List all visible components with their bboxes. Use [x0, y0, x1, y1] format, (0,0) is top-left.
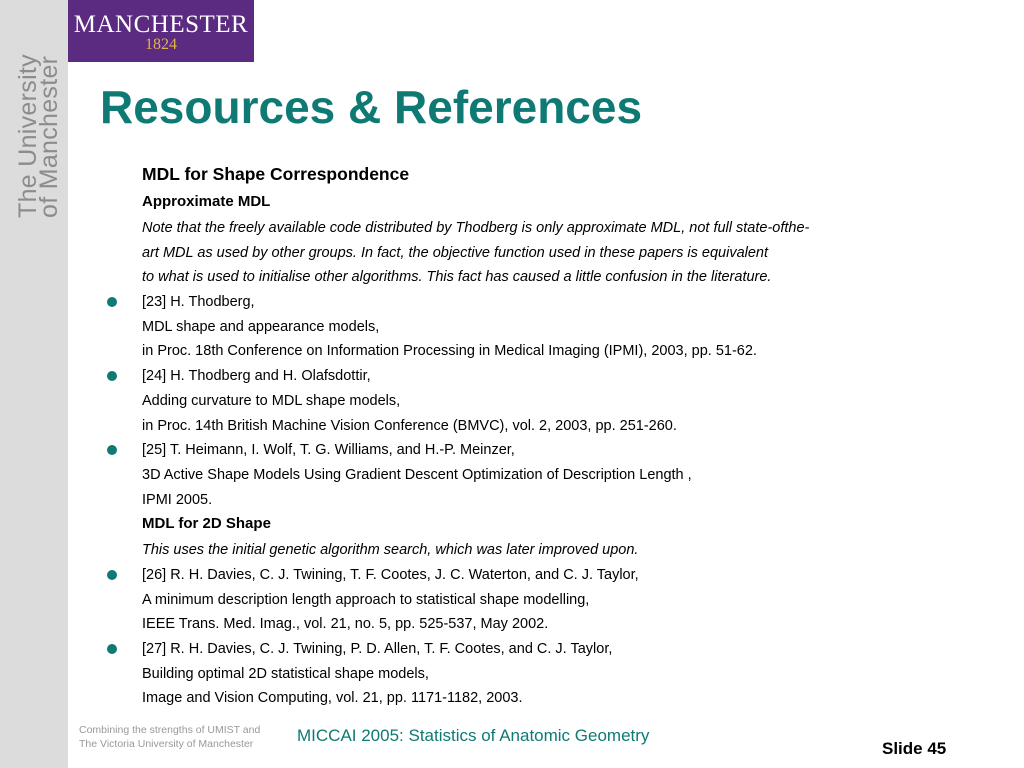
- footer-affiliation-line-1: Combining the strengths of UMIST and: [79, 724, 261, 736]
- manchester-logo: [68, 0, 254, 62]
- line-text: This uses the initial genetic algorithm search, which was later improved upon.: [142, 542, 639, 559]
- reference-line: [106, 637, 986, 662]
- reference-line: [106, 588, 986, 613]
- line-text: [26] R. H. Davies, C. J. Twining, T. F. Cootes, J. C. Waterton, and C. J. Taylor,: [142, 566, 639, 583]
- reference-line: [106, 488, 986, 513]
- line-text: MDL for Shape Correspondence: [142, 164, 410, 184]
- subsection-heading: [106, 512, 986, 538]
- note-text: [106, 241, 986, 266]
- line-text: [24] H. Thodberg and H. Olafsdottir,: [142, 368, 371, 385]
- section-heading: [106, 160, 986, 190]
- line-text: art MDL as used by other groups. In fact, the objective function used in these papers is equivalent: [142, 244, 769, 261]
- reference-line: [106, 290, 986, 315]
- footer-affiliation-line-2: The Victoria University of Manchester: [79, 738, 254, 750]
- line-text: Image and Vision Computing, vol. 21, pp. 1171-1182, 2003.: [142, 690, 523, 707]
- reference-line: [106, 563, 986, 588]
- bullet-icon: [107, 445, 117, 455]
- line-text: [25] T. Heimann, I. Wolf, T. G. Williams, and H.-P. Meinzer,: [142, 442, 515, 459]
- line-text: IPMI 2005.: [142, 491, 213, 508]
- bullet-icon: [107, 570, 117, 580]
- line-text: Note that the freely available code distributed by Thodberg is only approximate MDL, not full state-ofthe-: [142, 220, 810, 236]
- reference-line: [106, 686, 986, 711]
- footer-conference: MICCAI 2005: Statistics of Anatomic Geometry: [297, 726, 650, 745]
- note-text: [106, 216, 986, 241]
- line-text: Approximate MDL: [142, 193, 271, 210]
- slide-number: Slide 45: [882, 739, 947, 758]
- line-text: [27] R. H. Davies, C. J. Twining, P. D. Allen, T. F. Cootes, and C. J. Taylor,: [142, 641, 613, 657]
- bullet-icon: [107, 371, 117, 381]
- bullet-icon: [107, 297, 117, 307]
- line-text: [23] H. Thodberg,: [142, 294, 255, 311]
- note-text: [106, 265, 986, 290]
- reference-line: [106, 438, 986, 463]
- reference-line: [106, 612, 986, 637]
- line-text: MDL shape and appearance models,: [142, 318, 380, 335]
- reference-line: [106, 463, 986, 488]
- line-text: in Proc. 14th British Machine Vision Conference (BMVC), vol. 2, 2003, pp. 251-260.: [142, 417, 677, 434]
- reference-line: [106, 662, 986, 687]
- note-text: [106, 538, 986, 563]
- wordmark-line-2: of Manchester: [35, 55, 63, 218]
- logo-name: MANCHESTER: [73, 11, 249, 38]
- wordmark-line-1: The University: [14, 54, 42, 218]
- references-content: [106, 160, 986, 711]
- line-text: MDL for 2D Shape: [142, 515, 271, 533]
- reference-line: [106, 364, 986, 389]
- line-text: 3D Active Shape Models Using Gradient Descent Optimization of Description Length ,: [142, 466, 692, 483]
- line-text: IEEE Trans. Med. Imag., vol. 21, no. 5, pp. 525-537, May 2002.: [142, 616, 549, 633]
- reference-line: [106, 315, 986, 340]
- reference-line: [106, 389, 986, 414]
- reference-line: [106, 414, 986, 439]
- university-wordmark: [14, 54, 63, 218]
- line-text: to what is used to initialise other algorithms. This fact has caused a little confusion in the literature.: [142, 269, 772, 286]
- reference-line: [106, 339, 986, 364]
- line-text: A minimum description length approach to statistical shape modelling,: [142, 591, 590, 608]
- line-text: Building optimal 2D statistical shape models,: [142, 665, 429, 682]
- logo-year: 1824: [145, 36, 177, 53]
- subsection-heading: [106, 190, 986, 216]
- line-text: in Proc. 18th Conference on Information Processing in Medical Imaging (IPMI), 2003, pp. 51-62.: [142, 343, 757, 360]
- line-text: Adding curvature to MDL shape models,: [142, 392, 401, 409]
- sidebar: [0, 0, 68, 768]
- footer-affiliation: [79, 723, 260, 751]
- slide-title: Resources & References: [100, 81, 643, 133]
- bullet-icon: [107, 644, 117, 654]
